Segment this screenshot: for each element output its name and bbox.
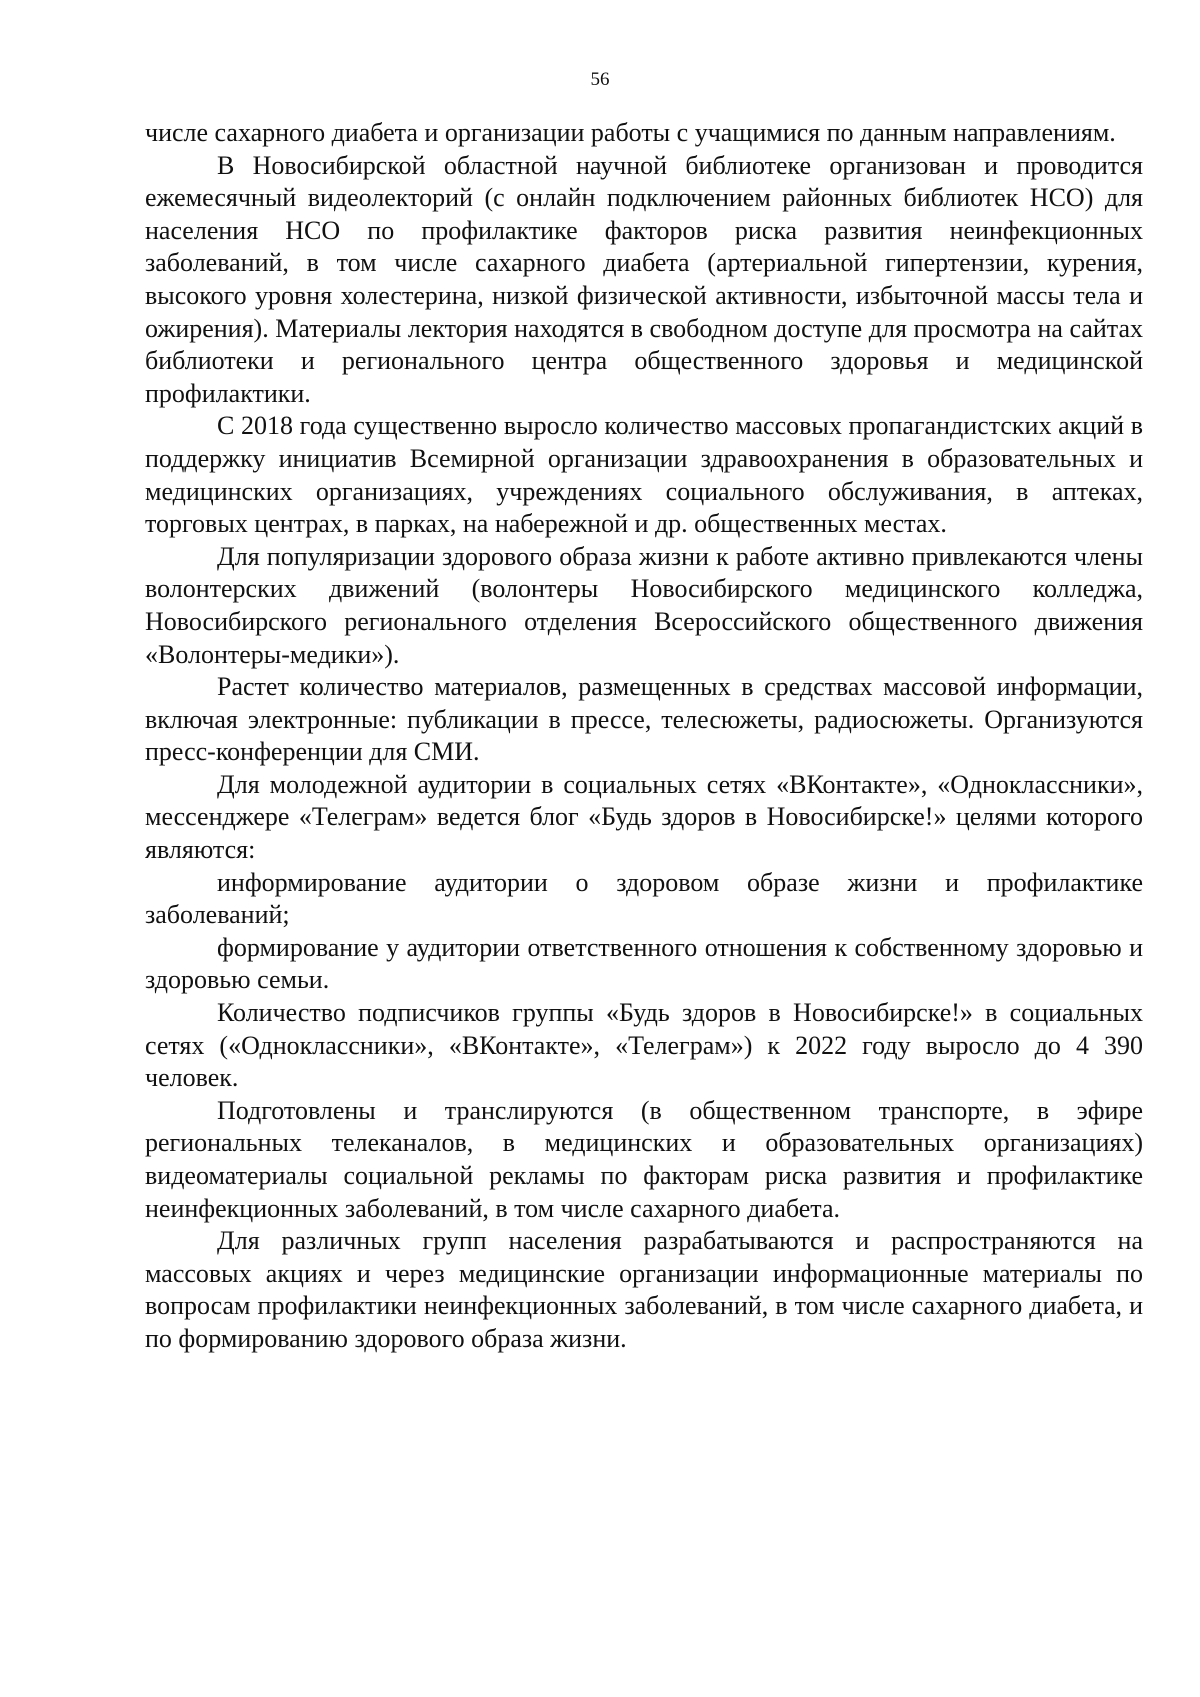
document-body — [145, 117, 1143, 1356]
paragraph-11: Для различных групп населения разрабатываются и распространяются на массовых акциях и через медицинские организации информационные материалы по вопросам профилактики неинфекционных заболеваний, в том числе сахарного диабета, и по формированию здорового образа жизни. — [145, 1226, 1143, 1353]
page-number: 56 — [590, 69, 610, 90]
paragraph-3: С 2018 года существенно выросло количество массовых пропагандистских акций в поддержку инициатив Всемирной организации здравоохранения в образовательных и медицинских организациях, учреждениях социального обслуживания, в аптеках, торговых центрах, в парках, на набережной и др. общественных местах. — [145, 411, 1143, 539]
paragraph-4: Для популяризации здорового образа жизни к работе активно привлекаются члены волонтерских движений (волонтеры Новосибирского медицинского колледжа, Новосибирского регионального отделения Всероссийского общественного движения «Волонтеры-медики»). — [145, 541, 1143, 669]
paragraph-5: Растет количество материалов, размещенных в средствах массовой информации, включая электронные: публикации в прессе, телесюжеты, радиосюжеты. Организуются пресс-конференции для СМИ. — [145, 672, 1143, 767]
paragraph-7: информирование аудитории о здоровом образе жизни и профилактике заболеваний; — [145, 867, 1143, 930]
paragraph-9: Количество подписчиков группы «Будь здоров в Новосибирске!» в социальных сетях («Одноклассники», «ВКонтакте», «Телеграм») к 2022 году выросло до 4 390 человек. — [145, 998, 1143, 1093]
paragraph-8: формирование у аудитории ответственного отношения к собственному здоровью и здоровью семьи. — [145, 932, 1143, 995]
paragraph-6: Для молодежной аудитории в социальных сетях «ВКонтакте», «Одноклассники», мессенджере «Телеграм» ведется блог «Будь здоров в Новосибирске!» целями которого являются: — [145, 769, 1143, 865]
paragraph-2: В Новосибирской областной научной библиотеке организован и проводится ежемесячный видеолекторий (с онлайн подключением районных библиотек НСО) для населения НСО по профилактике факторов риска развития неинфекционных заболеваний, в том числе сахарного диабета (артериальной гипертензии, курения, высокого уровня холестерина, низкой физической активности, избыточной массы тела и ожирения). Материалы лектория находятся в свободном доступе для просмотра на сайтах библиотеки и регионального центра общественного здоровья и медицинской профилактики. — [145, 150, 1143, 408]
paragraph-1: числе сахарного диабета и организации работы с учащимися по данным направлениям. — [145, 118, 1116, 147]
paragraph-10: Подготовлены и транслируются (в общественном транспорте, в эфире региональных телеканалов, в медицинских и образовательных организациях) видеоматериалы социальной рекламы по факторам риска развития и профилактике неинфекционных заболеваний, в том числе сахарного диабета. — [145, 1095, 1143, 1223]
